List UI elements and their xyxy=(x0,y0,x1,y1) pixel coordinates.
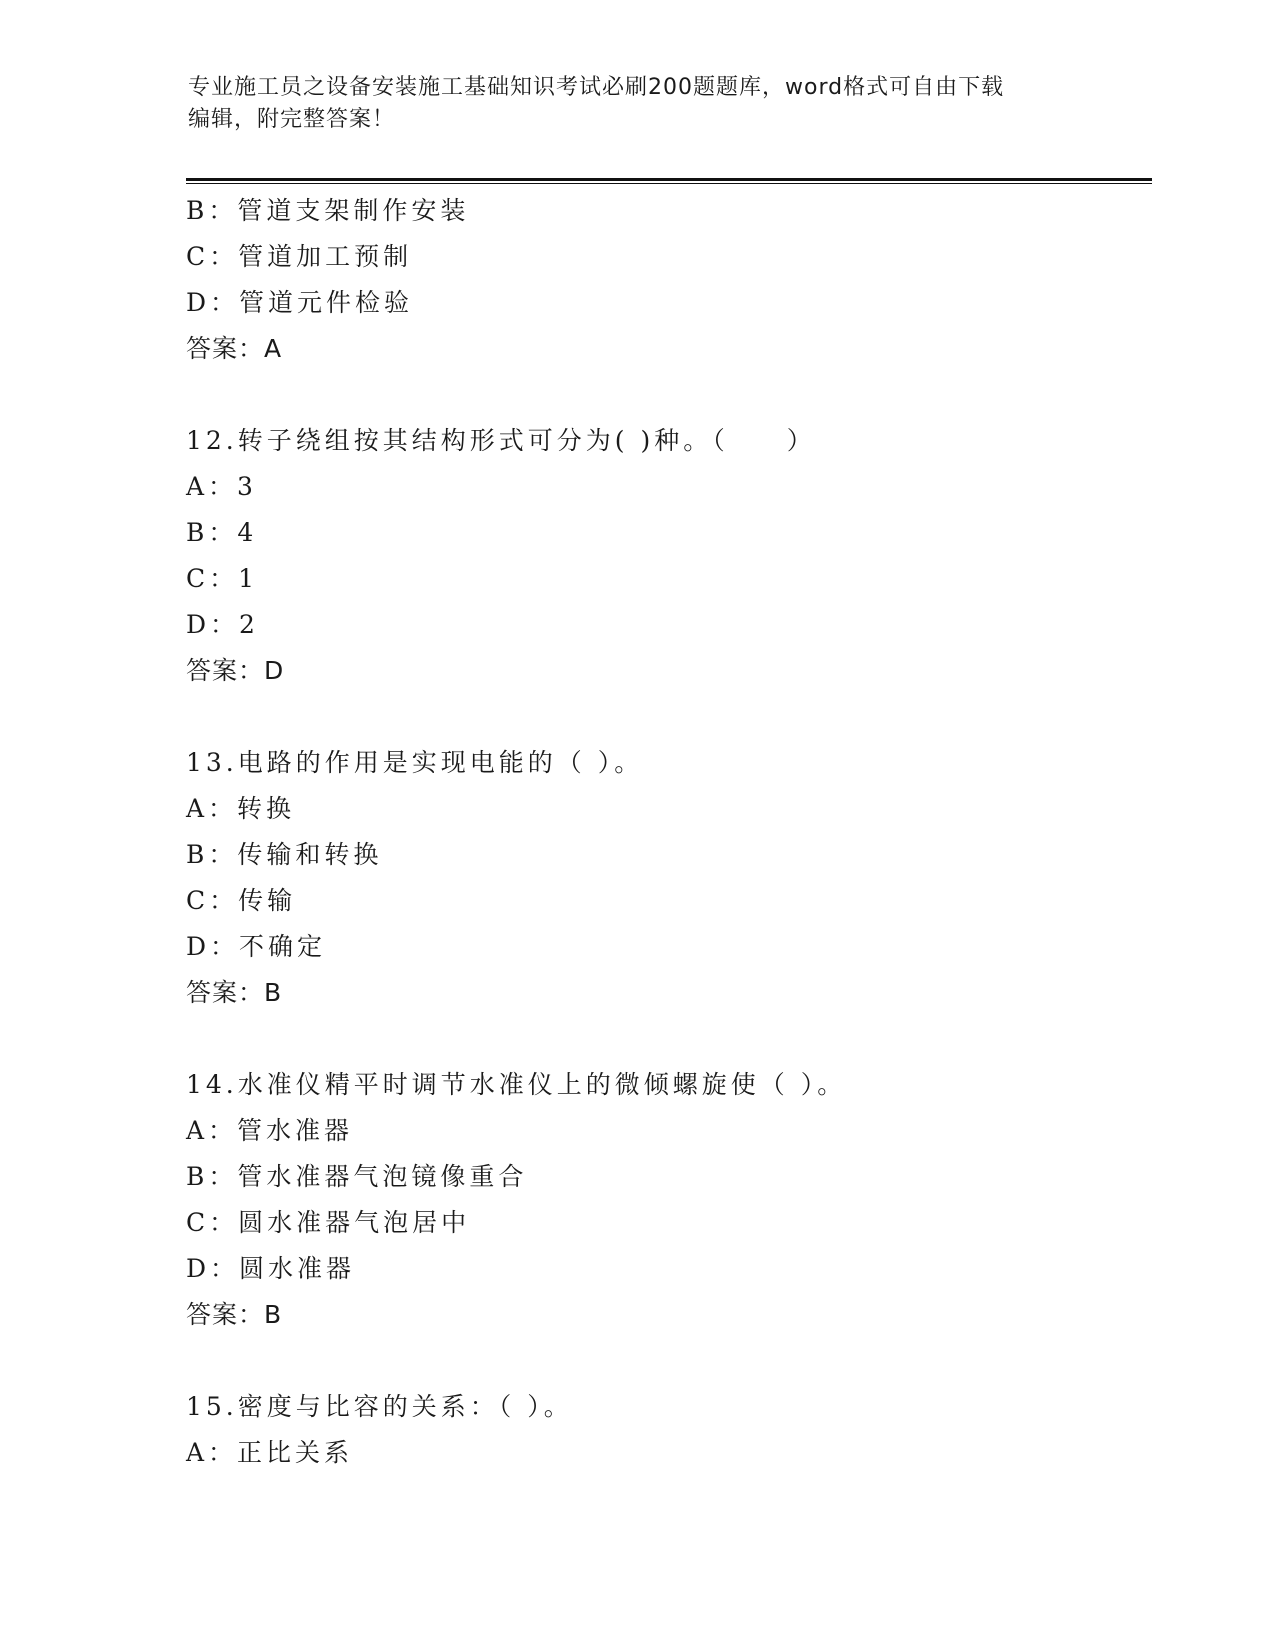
header-divider-thick xyxy=(186,178,1152,181)
header-title-line-2: 编辑，附完整答案！ xyxy=(188,107,396,132)
question-text: 15.密度与比容的关系：（ ）。 xyxy=(186,1392,573,1421)
question-text: 14.水准仪精平时调节水准仪上的微倾螺旋使（ ）。 xyxy=(186,1070,847,1099)
header-divider-thin xyxy=(186,183,1152,184)
question-spacer xyxy=(186,694,1146,740)
document-header xyxy=(188,72,1088,136)
answer-label: 答案：B xyxy=(186,978,283,1007)
option-b: B：管道支架制作安装 xyxy=(186,196,470,225)
answer-label: 答案：A xyxy=(186,334,283,363)
question-spacer xyxy=(186,372,1146,418)
question-spacer xyxy=(186,1338,1146,1384)
question-spacer xyxy=(186,1016,1146,1062)
question-text: 13.电路的作用是实现电能的（ ）。 xyxy=(186,748,644,777)
option-a: A：管水准器 xyxy=(186,1116,354,1145)
question-14 xyxy=(186,1062,1146,1338)
answer-label: 答案：B xyxy=(186,1300,283,1329)
option-d: D：管道元件检验 xyxy=(186,288,414,317)
option-a: A：转换 xyxy=(186,794,296,823)
option-c: C：圆水准器气泡居中 xyxy=(186,1208,471,1237)
option-c: C：管道加工预制 xyxy=(186,242,413,271)
option-d: D：不确定 xyxy=(186,932,327,961)
answer-label: 答案：D xyxy=(186,656,285,685)
option-a: A：正比关系 xyxy=(186,1438,354,1467)
option-b: B：4 xyxy=(186,518,258,547)
question-13 xyxy=(186,740,1146,1016)
option-a: A：3 xyxy=(186,472,257,501)
question-11 xyxy=(186,188,1146,372)
option-d: D：2 xyxy=(186,610,259,639)
option-b: B：管水准器气泡镜像重合 xyxy=(186,1162,528,1191)
option-c: C：1 xyxy=(186,564,259,593)
question-12 xyxy=(186,418,1146,694)
question-text: 12.转子绕组按其结构形式可分为( )种。（ ） xyxy=(186,426,816,455)
option-b: B：传输和转换 xyxy=(186,840,383,869)
question-15 xyxy=(186,1384,1146,1476)
question-list xyxy=(186,188,1146,1476)
option-c: C：传输 xyxy=(186,886,297,915)
header-title-line-1: 专业施工员之设备安装施工基础知识考试必刷200题题库，word格式可自由下载 xyxy=(188,75,1005,100)
option-d: D：圆水准器 xyxy=(186,1254,356,1283)
